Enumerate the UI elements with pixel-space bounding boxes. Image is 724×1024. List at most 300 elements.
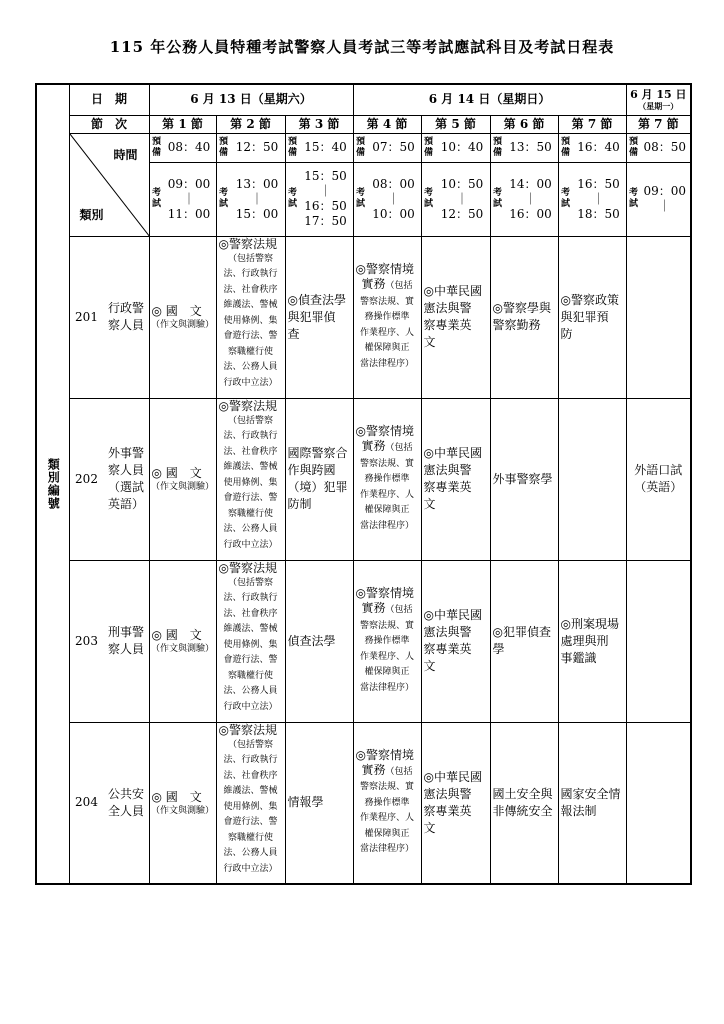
date-label: 日 期 xyxy=(69,84,149,115)
exam-extra-time: 17：50 xyxy=(304,214,347,228)
chinese-title: ◎ 國 文 xyxy=(151,628,202,642)
practice-title: ◎警察情境 xyxy=(355,262,414,276)
class-code: 201 xyxy=(75,309,98,324)
practice-line2 xyxy=(354,601,421,619)
session3-subject-line: 情報學 xyxy=(287,795,324,810)
exam-mark: 考試 xyxy=(424,188,434,209)
subject-session3 xyxy=(285,722,353,884)
exam-time-wrap xyxy=(217,177,285,222)
constitution-subject-line: 察專業英 xyxy=(423,642,472,656)
constitution-subject-line: ◎中華民國 xyxy=(423,608,482,622)
chinese-title: ◎ 國 文 xyxy=(151,789,202,804)
law-detail-line: 行政中立法） xyxy=(223,701,278,712)
exam-end-time: 16：50 xyxy=(304,199,347,213)
subject-session6 xyxy=(490,722,558,884)
session6-subject-line: 非傳統安全 xyxy=(492,803,553,818)
exam-time-range xyxy=(367,177,421,222)
law-detail-line: 使用條例、集 xyxy=(223,315,278,326)
day2-header: 6 月 14 日（星期日） xyxy=(353,84,626,115)
exam-time-bar: ｜ xyxy=(524,191,537,206)
session6-subject-line: ◎犯罪偵查 xyxy=(492,625,551,639)
constitution-subject xyxy=(422,769,490,837)
subject-constitution xyxy=(421,398,490,560)
practice-title2: 實務 xyxy=(361,277,386,291)
constitution-subject-line: 文 xyxy=(423,497,436,511)
constitution-subject xyxy=(422,607,490,675)
exam-time-cell xyxy=(285,162,353,236)
law-detail-line: 會遊行法、警 xyxy=(223,493,278,503)
law-detail-line: 法、公務人員 xyxy=(223,686,278,696)
exam-time-range xyxy=(435,177,490,222)
class-code: 202 xyxy=(75,471,98,486)
prep-mark: 預備 xyxy=(218,136,228,158)
subject-session7 xyxy=(558,236,626,398)
subject-police-practice xyxy=(353,722,421,884)
practice-detail-line: 當法律程序） xyxy=(360,520,415,531)
session6-subject xyxy=(491,300,558,334)
subject-constitution xyxy=(421,236,490,398)
subject-chinese xyxy=(149,560,216,722)
subject-session6 xyxy=(490,236,558,398)
constitution-subject-line: 憲法與警 xyxy=(423,786,472,801)
practice-detail-line: 務操作標準 xyxy=(364,312,410,322)
subject-session7 xyxy=(558,722,626,884)
session7-subject xyxy=(559,616,626,667)
exam-start-time: 15：50 xyxy=(304,169,347,183)
practice-detail xyxy=(354,780,421,858)
prep-time-cell xyxy=(558,133,626,162)
subject-police-practice xyxy=(353,560,421,722)
prep-mark: 預備 xyxy=(493,136,503,158)
constitution-subject xyxy=(422,283,490,351)
session3-subject xyxy=(286,292,353,343)
law-detail-line: 行政中立法） xyxy=(223,539,278,550)
chinese-note: （作文與測驗） xyxy=(150,644,214,654)
session7-subject-line: 處理與刑 xyxy=(560,633,609,648)
day3-weekday: （星期一） xyxy=(638,101,679,112)
law-detail-line: （包括警察 xyxy=(227,415,273,426)
practice-detail xyxy=(354,295,421,373)
prep-time-wrap xyxy=(559,137,626,159)
exam-time-range xyxy=(504,177,558,222)
session-header: 第 2 節 xyxy=(216,115,285,133)
session3-subject-line: 防制 xyxy=(287,497,312,511)
class-wrap xyxy=(70,624,149,658)
class-wrap xyxy=(70,786,149,820)
subject-oral-exam xyxy=(626,236,691,398)
prep-time-cell xyxy=(490,133,558,162)
subject-session7 xyxy=(558,398,626,560)
practice-title: ◎警察情境 xyxy=(355,424,414,438)
session3-subject-line: 國際警察合 xyxy=(287,446,348,460)
category-code-header xyxy=(36,84,69,884)
prep-time-wrap xyxy=(354,137,421,159)
practice-title2: 實務 xyxy=(361,762,386,777)
exam-time-wrap xyxy=(422,177,490,222)
exam-time-wrap xyxy=(354,177,421,222)
subject-chinese xyxy=(149,236,216,398)
session-header: 第 5 節 xyxy=(421,115,490,133)
class-name-cell xyxy=(69,398,149,560)
exam-time-bar: ｜ xyxy=(319,184,332,198)
subject-session7 xyxy=(558,560,626,722)
constitution-subject-line: 憲法與警 xyxy=(423,463,472,477)
exam-time-bar: ｜ xyxy=(658,199,671,213)
law-detail-line: 維護法、警械 xyxy=(223,462,278,472)
prep-time-wrap xyxy=(217,137,285,159)
practice-title2: 實務 xyxy=(361,601,386,615)
law-detail-line: 法、行政執行 xyxy=(223,269,278,279)
session6-subject xyxy=(491,624,558,658)
prep-time-cell xyxy=(285,133,353,162)
law-detail-line: 會遊行法、警 xyxy=(223,331,278,341)
class-name-cell xyxy=(69,560,149,722)
session-header: 第 3 節 xyxy=(285,115,353,133)
session7-subject-line: 國家安全情 xyxy=(560,786,621,801)
chinese-note: （作文與測驗） xyxy=(150,805,214,816)
class-row xyxy=(36,398,691,560)
constitution-subject-line: 憲法與警 xyxy=(423,301,472,315)
practice-detail-line: 當法律程序） xyxy=(360,682,415,693)
law-detail-line: 維護法、警械 xyxy=(223,300,278,310)
constitution-subject-line: 察專業英 xyxy=(423,318,472,332)
subject-oral-exam xyxy=(626,398,691,560)
law-detail-line: 法、公務人員 xyxy=(223,524,278,534)
constitution-subject-line: 文 xyxy=(423,335,436,349)
class-name-line: 外事警察人員 xyxy=(107,446,144,477)
subject-oral-exam xyxy=(626,560,691,722)
subject-police-practice xyxy=(353,236,421,398)
class-code: 203 xyxy=(75,633,98,648)
day1-header: 6 月 13 日（星期六） xyxy=(149,84,353,115)
exam-end-time: 10：00 xyxy=(372,206,415,221)
law-detail-line: 法、行政執行 xyxy=(223,593,278,603)
practice-detail-line: 作業程序、人 xyxy=(360,489,415,500)
law-detail-line: 察職權行使 xyxy=(227,832,273,843)
exam-mark: 考試 xyxy=(356,188,366,209)
law-detail-line: 維護法、警械 xyxy=(223,624,278,634)
exam-time-range xyxy=(230,177,285,222)
prep-time-cell xyxy=(626,133,691,162)
exam-time-bar: ｜ xyxy=(592,191,605,206)
oral-exam-subject xyxy=(627,462,691,496)
practice-detail-line: 警察法規、實 xyxy=(360,296,415,307)
exam-end-time: 18：50 xyxy=(577,206,620,221)
practice-detail xyxy=(354,457,421,535)
prep-mark: 預備 xyxy=(287,136,297,158)
practice-detail-first: （包括 xyxy=(385,443,413,453)
exam-end-time: 16：00 xyxy=(509,206,552,221)
practice-detail-line: 作業程序、人 xyxy=(360,651,415,662)
class-name-line: 公共安全人員 xyxy=(107,786,144,818)
prep-time: 07：50 xyxy=(372,140,415,154)
exam-time-wrap xyxy=(286,169,353,229)
law-detail-line: （包括警察 xyxy=(227,253,273,264)
exam-time-wrap xyxy=(627,184,691,214)
subject-police-law xyxy=(216,236,285,398)
class-name-line: （選試英語） xyxy=(107,480,144,511)
law-detail-line: 使用條例、集 xyxy=(223,639,278,650)
exam-mark: 考試 xyxy=(287,188,297,209)
exam-start-time: 14：00 xyxy=(509,176,552,191)
practice-detail-line: 權保障與正 xyxy=(364,343,410,353)
constitution-subject-line: 察專業英 xyxy=(423,480,472,494)
exam-start-time: 16：50 xyxy=(577,176,620,191)
session6-subject-line: 外事警察學 xyxy=(492,471,553,486)
practice-detail-line: 務操作標準 xyxy=(364,474,410,484)
law-title: ◎警察法規 xyxy=(218,236,277,251)
subject-chinese xyxy=(149,398,216,560)
law-title: ◎警察法規 xyxy=(218,560,277,575)
session3-subject-line: 作與跨國 xyxy=(287,463,336,477)
law-detail-line: 法、公務人員 xyxy=(223,362,278,372)
exam-time-bar: ｜ xyxy=(250,191,263,206)
practice-detail-line: 作業程序、人 xyxy=(360,327,415,338)
prep-time: 08：50 xyxy=(643,140,687,154)
subject-constitution xyxy=(421,722,490,884)
practice-detail-line: 作業程序、人 xyxy=(360,813,415,824)
exam-time-cell xyxy=(490,162,558,236)
session-header: 第 4 節 xyxy=(353,115,421,133)
page-title: 115 年公務人員特種考試警察人員考試三等考試應試科目及考試日程表 xyxy=(109,38,615,56)
law-detail-line: 察職權行使 xyxy=(227,670,273,681)
class-name-cell xyxy=(69,236,149,398)
prep-time-wrap xyxy=(627,137,691,159)
law-detail-line: 會遊行法、警 xyxy=(223,655,278,665)
constitution-subject-line: 文 xyxy=(423,820,436,835)
practice-line2 xyxy=(354,277,421,295)
subject-police-law xyxy=(216,398,285,560)
constitution-subject-line: 文 xyxy=(423,659,436,673)
class-name-line: 刑事警察人員 xyxy=(107,625,144,656)
law-detail-line: 法、社會秩序 xyxy=(223,284,278,295)
law-detail xyxy=(217,414,285,554)
prep-time-cell xyxy=(421,133,490,162)
exam-start-time: 10：50 xyxy=(440,176,484,191)
oral-exam-subject-line: （英語） xyxy=(634,480,683,494)
exam-time-bar: ｜ xyxy=(456,191,469,206)
chinese-note: （作文與測驗） xyxy=(150,320,214,330)
prep-time-wrap xyxy=(286,137,353,159)
practice-detail-line: 權保障與正 xyxy=(364,505,410,515)
exam-mark: 考試 xyxy=(151,188,161,209)
class-name xyxy=(104,786,149,820)
exam-mark: 考試 xyxy=(493,188,503,209)
law-detail-line: 使用條例、集 xyxy=(223,477,278,488)
session3-subject xyxy=(286,794,353,811)
session3-subject-line: 查 xyxy=(287,326,300,341)
chinese-title: ◎ 國 文 xyxy=(151,304,202,318)
law-detail-line: 使用條例、集 xyxy=(223,801,278,812)
law-title: ◎警察法規 xyxy=(218,722,277,737)
session7-subject-line: 防 xyxy=(560,326,573,341)
exam-time-cell xyxy=(626,162,691,236)
class-row xyxy=(36,236,691,398)
exam-time-range xyxy=(640,184,691,214)
practice-detail-first: （包括 xyxy=(385,605,413,615)
practice-detail-line: 權保障與正 xyxy=(364,667,410,677)
practice-detail xyxy=(354,619,421,697)
oral-exam-subject-line: 外語口試 xyxy=(634,463,683,477)
constitution-subject-line: ◎中華民國 xyxy=(423,446,482,460)
prep-time-cell xyxy=(216,133,285,162)
law-detail-line: 法、行政執行 xyxy=(223,755,278,765)
session3-subject xyxy=(286,445,353,513)
law-detail-line: （包括警察 xyxy=(227,739,273,750)
practice-line2 xyxy=(354,763,421,781)
subject-chinese xyxy=(149,722,216,884)
prep-time-wrap xyxy=(491,137,558,159)
constitution-subject-line: 察專業英 xyxy=(423,803,472,818)
law-detail-line: 會遊行法、警 xyxy=(223,817,278,827)
subject-session3 xyxy=(285,560,353,722)
prep-time: 13：50 xyxy=(509,140,552,154)
practice-detail-line: 當法律程序） xyxy=(360,358,415,369)
session-header: 第 1 節 xyxy=(149,115,216,133)
practice-detail-line: 警察法規、實 xyxy=(360,620,415,631)
exam-time-cell xyxy=(149,162,216,236)
exam-time-cell xyxy=(216,162,285,236)
time-class-corner xyxy=(69,133,149,236)
session7-subject-line: 事鑑識 xyxy=(560,650,597,665)
session3-subject-line: 偵查法學 xyxy=(287,633,336,648)
exam-time-range xyxy=(299,169,353,229)
constitution-subject-line: 憲法與警 xyxy=(423,625,472,639)
exam-time-range xyxy=(572,177,626,222)
prep-mark: 預備 xyxy=(151,136,161,158)
session-header: 第 7 節 xyxy=(558,115,626,133)
subject-constitution xyxy=(421,560,490,722)
prep-time-cell xyxy=(149,133,216,162)
day3-header xyxy=(626,84,691,115)
session7-subject-line: ◎警察政策 xyxy=(560,292,619,307)
law-detail-line: 法、公務人員 xyxy=(223,848,278,858)
day3-date: 6 月 15 日 xyxy=(630,88,687,102)
exam-time-wrap xyxy=(491,177,558,222)
session3-subject xyxy=(286,633,353,650)
practice-detail-line: 權保障與正 xyxy=(364,828,410,839)
practice-detail-line: 當法律程序） xyxy=(360,844,415,855)
class-name xyxy=(104,445,149,513)
practice-detail-line: 務操作標準 xyxy=(364,797,410,808)
session6-subject-line: 國土安全與 xyxy=(492,786,553,801)
prep-time: 08：40 xyxy=(167,140,211,154)
prep-mark: 預備 xyxy=(629,136,639,158)
session6-subject xyxy=(491,786,558,820)
session3-subject-line: 與犯罪偵 xyxy=(287,309,336,324)
prep-time: 12：50 xyxy=(235,140,279,154)
subject-session6 xyxy=(490,398,558,560)
exam-end-time: 11：00 xyxy=(167,206,211,221)
exam-mark: 考試 xyxy=(629,188,639,209)
constitution-subject-line: ◎中華民國 xyxy=(423,769,482,784)
practice-detail-first: （包括 xyxy=(385,281,413,291)
exam-start-time: 13：00 xyxy=(235,176,279,191)
schedule-table xyxy=(35,83,692,885)
category-code-label: 類別編號 xyxy=(46,458,61,510)
subject-oral-exam xyxy=(626,722,691,884)
prep-time: 16：40 xyxy=(577,140,620,154)
law-detail-line: 法、社會秩序 xyxy=(223,770,278,781)
class-code: 204 xyxy=(75,795,98,810)
session7-subject-line: 報法制 xyxy=(560,803,597,818)
session7-subject xyxy=(559,786,626,820)
session-header: 第 7 節 xyxy=(626,115,691,133)
session7-subject-line: 與犯罪預 xyxy=(560,309,609,324)
law-detail-line: 行政中立法） xyxy=(223,377,278,388)
session-label: 節 次 xyxy=(69,115,149,133)
prep-time-wrap xyxy=(150,137,216,159)
exam-start-time: 09：00 xyxy=(167,176,211,191)
law-detail-line: 行政中立法） xyxy=(223,863,278,874)
exam-end-time: 15：00 xyxy=(235,206,279,221)
session6-subject-line: 警察勤務 xyxy=(492,318,541,332)
class-label: 類別 xyxy=(79,207,104,222)
class-row xyxy=(36,722,691,884)
law-detail-line: （包括警察 xyxy=(227,577,273,588)
law-detail-line: 法、行政執行 xyxy=(223,431,278,441)
class-name xyxy=(104,300,149,334)
exam-mark: 考試 xyxy=(561,188,571,209)
exam-end-time: 12：50 xyxy=(440,206,484,221)
prep-time: 15：40 xyxy=(304,140,347,154)
prep-time: 10：40 xyxy=(440,140,484,154)
exam-start-time: 09：00 xyxy=(643,184,687,198)
subject-police-law xyxy=(216,722,285,884)
class-name xyxy=(104,624,149,658)
prep-mark: 預備 xyxy=(424,136,434,158)
practice-title: ◎警察情境 xyxy=(355,747,414,762)
session7-subject-line: ◎刑案現場 xyxy=(560,616,619,631)
law-detail xyxy=(217,738,285,878)
law-detail-line: 察職權行使 xyxy=(227,346,273,357)
subject-police-law xyxy=(216,560,285,722)
chinese-note: （作文與測驗） xyxy=(150,482,214,492)
constitution-subject-line: ◎中華民國 xyxy=(423,284,482,298)
prep-mark: 預備 xyxy=(356,136,366,158)
chinese-title: ◎ 國 文 xyxy=(151,466,202,480)
prep-time-wrap xyxy=(422,137,490,159)
law-title: ◎警察法規 xyxy=(218,398,277,413)
practice-title2: 實務 xyxy=(361,439,386,453)
law-detail-line: 法、社會秩序 xyxy=(223,446,278,457)
exam-mark: 考試 xyxy=(218,188,228,209)
exam-time-cell xyxy=(353,162,421,236)
exam-time-wrap xyxy=(150,177,216,222)
class-name-cell xyxy=(69,722,149,884)
practice-title: ◎警察情境 xyxy=(355,586,414,600)
exam-time-cell xyxy=(421,162,490,236)
law-detail-line: 維護法、警械 xyxy=(223,786,278,796)
exam-time-range xyxy=(163,177,216,222)
subject-session3 xyxy=(285,398,353,560)
subject-police-practice xyxy=(353,398,421,560)
law-detail xyxy=(217,252,285,392)
constitution-subject xyxy=(422,445,490,513)
exam-time-wrap xyxy=(559,177,626,222)
exam-time-bar: ｜ xyxy=(387,191,400,206)
session6-subject-line: ◎警察學與 xyxy=(492,301,551,315)
practice-line2 xyxy=(354,439,421,457)
session-header: 第 6 節 xyxy=(490,115,558,133)
exam-start-time: 08：00 xyxy=(372,176,415,191)
subject-session6 xyxy=(490,560,558,722)
session6-subject xyxy=(491,471,558,488)
practice-detail-line: 務操作標準 xyxy=(364,636,410,646)
law-detail-line: 察職權行使 xyxy=(227,508,273,519)
prep-mark: 預備 xyxy=(561,136,571,158)
law-detail-line: 法、社會秩序 xyxy=(223,608,278,619)
